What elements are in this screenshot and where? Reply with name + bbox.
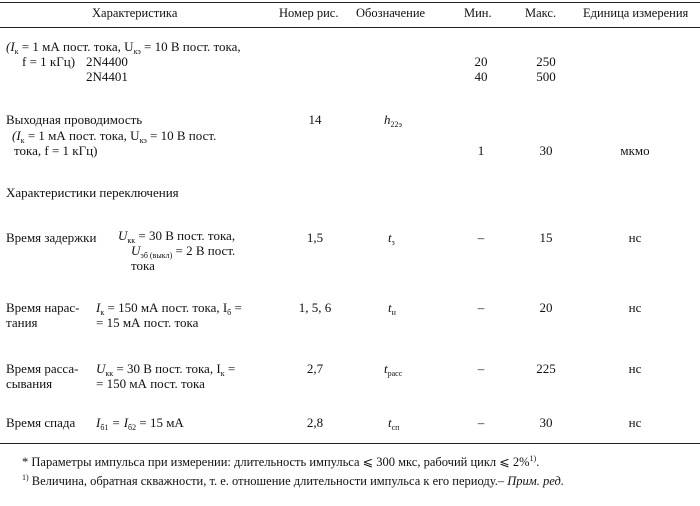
rise-time-name-line1: Время нарас- bbox=[6, 300, 80, 315]
header-unit: Единица измерения bbox=[583, 6, 689, 20]
table-bottom-rule bbox=[0, 443, 700, 444]
storage-time-symbol: $t_{расс}$ bbox=[384, 361, 403, 378]
footnote-2: $^{1)}$ Величина, обратная скважности, т. е. отношение длительности импульса к его периоду.– Прим. ред. bbox=[22, 472, 564, 488]
fall-time-unit: нс bbox=[628, 415, 642, 430]
gain-conditions-line1: ($I_к = 1$ мА пост. тока, $U_{кэ} = 10$ В пост. тока, bbox=[6, 39, 241, 56]
output-conductance-cond-line2: тока, f = 1 кГц) bbox=[14, 143, 98, 158]
output-conductance-cond-line1: ($I_к = 1$ мА пост. тока, $U_{кэ} = 10$ В пост. bbox=[12, 128, 217, 145]
fall-time-min: – bbox=[477, 415, 485, 430]
output-conductance-symbol: $h_{22э}$ bbox=[384, 112, 402, 129]
fall-time-figure: 2,8 bbox=[306, 415, 324, 430]
gain-min-2: 40 bbox=[474, 69, 488, 84]
header-min: Мин. bbox=[464, 6, 492, 20]
gain-part-2: 2N4401 bbox=[86, 69, 128, 84]
gain-min-1: 20 bbox=[474, 54, 488, 69]
storage-time-cond-line2: = 150 мА пост. тока bbox=[96, 376, 205, 391]
gain-conditions-line2: f = 1 кГц) bbox=[22, 54, 76, 69]
delay-time-name: Время задержки bbox=[6, 230, 97, 245]
output-conductance-unit: мкмо bbox=[620, 143, 650, 158]
gain-part-1: 2N4400 bbox=[86, 54, 128, 69]
rise-time-figure: 1, 5, 6 bbox=[298, 300, 332, 315]
header-max: Макс. bbox=[525, 6, 557, 20]
rise-time-cond-line1: $I_к = 150$ мА пост. тока, $I_б$ = bbox=[96, 300, 242, 317]
storage-time-min: – bbox=[477, 361, 485, 376]
footnote-1: * Параметры импульса при измерении: длительность импульса ⩽ 300 мкс, рабочий цикл ⩽ 2%$^{1)}$. bbox=[22, 453, 540, 469]
fall-time-symbol: $t_{сп}$ bbox=[388, 415, 400, 432]
delay-time-cond-line1: $U_{кк} = 30$ В пост. тока, bbox=[118, 228, 236, 245]
output-conductance-title: Выходная проводимость bbox=[6, 112, 143, 127]
rise-time-min: – bbox=[477, 300, 485, 315]
rise-time-cond-line2: = 15 мА пост. тока bbox=[96, 315, 199, 330]
delay-time-cond-line2: $U_{эб (выкл)} = 2$ В пост. bbox=[131, 243, 236, 260]
output-conductance-max: 30 bbox=[539, 143, 553, 158]
delay-time-min: – bbox=[477, 230, 485, 245]
header-characteristic: Характеристика bbox=[92, 6, 178, 20]
fall-time-conditions: $I_{б1} = I_{б2} = 15$ мА bbox=[96, 415, 184, 432]
delay-time-unit: нс bbox=[628, 230, 642, 245]
storage-time-name-line1: Время расса- bbox=[6, 361, 79, 376]
fall-time-name: Время спада bbox=[6, 415, 76, 430]
gain-max-1: 250 bbox=[536, 54, 556, 69]
rise-time-max: 20 bbox=[539, 300, 553, 315]
rise-time-name-line2: тания bbox=[6, 315, 38, 330]
gain-max-2: 500 bbox=[536, 69, 556, 84]
rise-time-unit: нс bbox=[628, 300, 642, 315]
storage-time-max: 225 bbox=[536, 361, 556, 376]
delay-time-max: 15 bbox=[539, 230, 553, 245]
header-figure-number: Номер рис. bbox=[279, 6, 339, 20]
storage-time-figure: 2,7 bbox=[306, 361, 324, 376]
switching-section-title: Характеристики переключения bbox=[6, 185, 179, 200]
fall-time-max: 30 bbox=[539, 415, 553, 430]
top-rule bbox=[0, 2, 700, 3]
delay-time-cond-line3: тока bbox=[131, 258, 155, 273]
storage-time-unit: нс bbox=[628, 361, 642, 376]
header-rule bbox=[0, 27, 700, 28]
delay-time-symbol: $t_з$ bbox=[388, 230, 395, 247]
delay-time-figure: 1,5 bbox=[306, 230, 324, 245]
output-conductance-figure: 14 bbox=[308, 112, 322, 127]
rise-time-symbol: $t_н$ bbox=[388, 300, 396, 317]
storage-time-cond-line1: $U_{кк} = 30$ В пост. тока, $I_к$ = bbox=[96, 361, 236, 378]
header-designation: Обозначение bbox=[356, 6, 426, 20]
output-conductance-min: 1 bbox=[477, 143, 485, 158]
storage-time-name-line2: сывания bbox=[6, 376, 53, 391]
